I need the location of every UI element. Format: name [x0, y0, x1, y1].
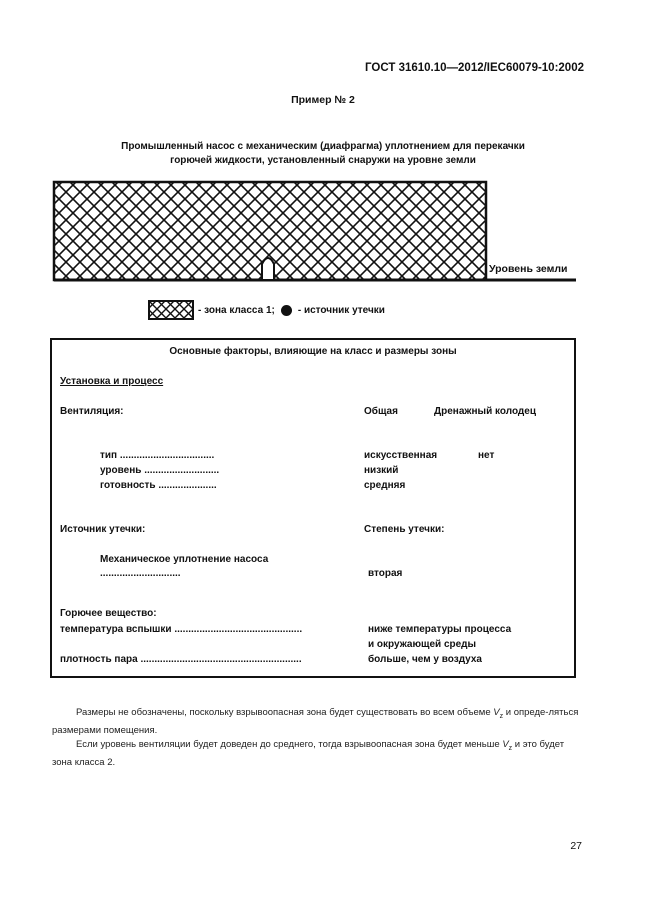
installation-heading: Установка и процесс: [60, 376, 164, 387]
example-title: Пример № 2: [291, 94, 355, 106]
note-paragraph-2: [52, 738, 584, 770]
flash-point-value-1: ниже температуры процесса: [368, 624, 512, 635]
note-paragraph-1: [52, 706, 584, 738]
vapor-density-value: больше, чем у воздуха: [368, 654, 482, 665]
type-drain-value: нет: [478, 450, 495, 461]
note-2-text-a: Если уровень вентиляции будет доведен до среднего, тогда взрывоопасная зона будет меньше: [76, 738, 503, 750]
flammable-substance-label: Горючее вещество:: [60, 608, 157, 619]
seal-dots: .............................: [100, 568, 181, 579]
type-general-value: искусственная: [364, 450, 438, 461]
level-label: уровень ...........................: [100, 465, 220, 476]
leak-source-label: Источник утечки:: [60, 524, 146, 535]
factors-table: [50, 338, 576, 678]
page-number: 27: [570, 840, 582, 852]
pump-icon: [262, 258, 274, 280]
note-2-text-b: и это будет зона класса 2.: [52, 738, 565, 768]
availability-label: готовность .....................: [100, 480, 217, 491]
note-2-volume-symbol: V: [502, 738, 509, 750]
column-general: Общая: [364, 406, 398, 417]
type-label: тип ..................................: [100, 450, 215, 461]
availability-general-value: средняя: [364, 480, 406, 491]
leak-source-icon: [281, 305, 292, 316]
figure-caption: [0, 140, 646, 168]
legend-source-text: - источник утечки: [297, 304, 385, 316]
flash-point-label: температура вспышки ..............................................: [60, 624, 303, 635]
ground-level-label: Уровень земли: [489, 263, 568, 275]
caption-line-1: Промышленный насос с механическим (диафрагма) уплотнением для перекачки: [121, 141, 525, 152]
seal-degree-value: вторая: [368, 568, 403, 579]
leak-degree-label: Степень утечки:: [364, 524, 445, 535]
flash-point-value-2: и окружающей среды: [368, 639, 477, 650]
note-1-volume-symbol: V: [493, 707, 500, 718]
level-general-value: низкий: [364, 465, 399, 476]
factors-title: Основные факторы, влияющие на класс и размеры зоны: [169, 346, 457, 357]
caption-line-2: горючей жидкости, установленный снаружи на уровне земли: [170, 155, 476, 166]
vapor-density-label: плотность пара ..........................................................: [60, 654, 302, 665]
note-2-subscript: z: [508, 744, 513, 752]
notes: [52, 706, 584, 770]
document-header: ГОСТ 31610.10—2012/IEC60079-10:2002: [365, 62, 584, 74]
column-drain: Дренажный колодец: [434, 406, 536, 417]
legend-zone-text: - зона класса 1;: [198, 304, 275, 316]
zone-1-swatch-icon: [148, 300, 194, 320]
note-1-text-b: и опреде-ляться размерами помещения.: [52, 707, 579, 736]
seal-label: Механическое уплотнение насоса: [100, 554, 269, 565]
note-1-text-a: Размеры не обозначены, поскольку взрывоопасная зона будет существовать во всем объеме: [76, 707, 494, 718]
legend: [148, 300, 385, 320]
ventilation-label: Вентиляция:: [60, 406, 124, 417]
note-1-subscript: z: [499, 712, 504, 720]
